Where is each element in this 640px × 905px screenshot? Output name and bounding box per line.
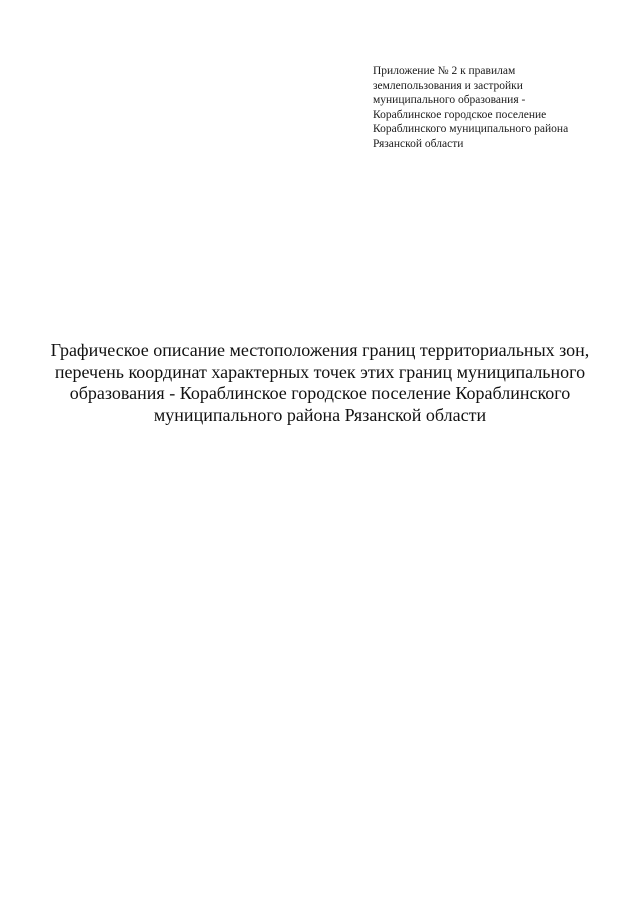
appendix-note-line: землепользования и застройки [373, 79, 523, 92]
document-title [40, 340, 600, 426]
title-line: образования - Кораблинское городское поселение Кораблинского [69, 383, 571, 403]
appendix-note-line: муниципального образования - [373, 94, 526, 106]
title-line: перечень координат характерных точек этих границ муниципального [54, 361, 586, 382]
appendix-note-line: Кораблинского муниципального района [373, 123, 569, 135]
appendix-note-line: Приложение № 2 к правилам [373, 65, 516, 77]
appendix-note-line: Рязанской области [373, 137, 464, 150]
appendix-note-line: Кораблинское городское поселение [373, 108, 547, 121]
appendix-note [373, 64, 633, 151]
title-line: муниципального района Рязанской области [153, 404, 487, 425]
title-line: Графическое описание местоположения границ территориальных зон, [50, 340, 590, 360]
